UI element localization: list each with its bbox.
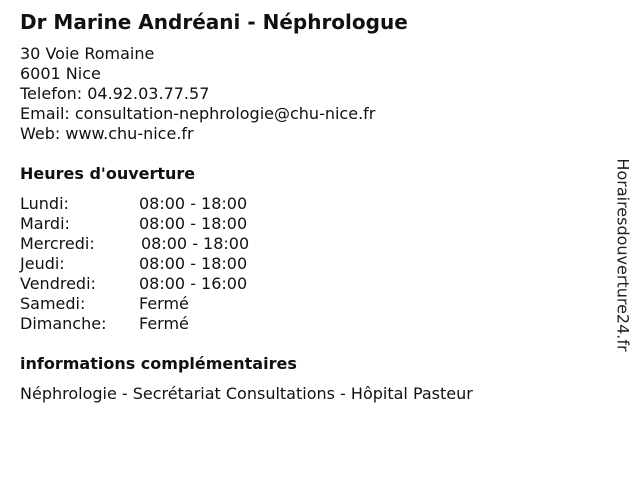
day-label: Jeudi: — [20, 254, 65, 273]
time-value: Fermé — [139, 314, 189, 333]
day-label: Dimanche: — [20, 314, 107, 333]
hours-heading: Heures d'ouverture — [20, 164, 196, 183]
time-value: Fermé — [139, 294, 189, 313]
time-value: 08:00 - 16:00 — [139, 274, 248, 293]
time-value: 08:00 - 18:00 — [141, 234, 250, 253]
day-label: Mardi: — [20, 214, 70, 233]
info-text: Néphrologie - Secrétariat Consultations - Hôpital Pasteur — [20, 384, 473, 403]
email-line: Email: consultation-nephrologie@chu-nice.fr — [20, 104, 376, 123]
info-heading: informations complémentaires — [20, 354, 297, 373]
time-value: 08:00 - 18:00 — [139, 214, 248, 233]
time-value: 08:00 - 18:00 — [139, 194, 248, 213]
day-label: Samedi: — [20, 294, 86, 313]
site-watermark: Horairesdouverture24.fr — [613, 158, 633, 352]
phone-line: Telefon: 04.92.03.77.57 — [20, 84, 210, 103]
web-line: Web: www.chu-nice.fr — [20, 124, 194, 143]
day-label: Mercredi: — [20, 234, 95, 253]
day-label: Vendredi: — [20, 274, 96, 293]
address-city: 6001 Nice — [20, 64, 101, 83]
time-value: 08:00 - 18:00 — [139, 254, 248, 273]
contact-block — [20, 44, 375, 144]
address-street: 30 Voie Romaine — [20, 44, 155, 63]
page-title: Dr Marine Andréani - Néphrologue — [20, 10, 408, 34]
day-label: Lundi: — [20, 194, 69, 213]
